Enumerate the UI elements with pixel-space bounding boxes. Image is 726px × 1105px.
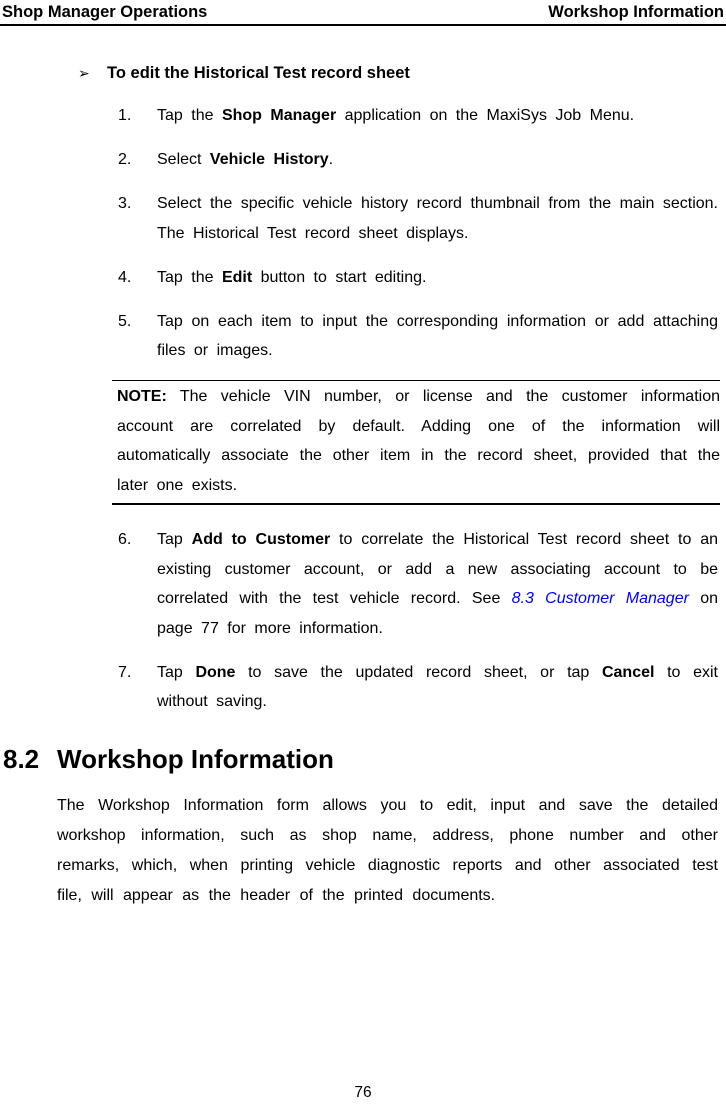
step-number: 1. [118,107,132,124]
step-number: 5. [118,312,132,330]
section-title: Workshop Information [57,743,334,774]
step-text [157,101,718,131]
text-run: button to start editing. [252,268,427,286]
text-run: Vehicle History [209,151,329,168]
procedure-title [0,63,726,84]
text-run: Done [195,663,236,681]
procedure-step [0,263,726,293]
section-paragraph: The Workshop Information form allows you to edit, input and save the detailed workshop information, such as shop name, address, phone number and other remarks, which, when printing vehicle diagnostic reports and other associated test file, will appear as the header of the printed documents. [57,796,718,904]
section-heading [0,741,726,777]
procedure-step [0,525,726,643]
procedure-steps-1-5 [0,101,726,366]
text-run: . [328,151,334,168]
cross-reference-link[interactable]: 8.3 Customer Manager [511,590,689,607]
procedure-step [0,145,726,175]
note-block [112,380,720,505]
text-run: Add to Customer [191,531,331,548]
step-number: 3. [118,195,132,212]
step-text [157,263,718,293]
text-run: Select [157,151,210,168]
text-run: Tap on each item to input the corresponding information or add attaching files or images. [157,312,718,359]
step-number: 2. [118,151,132,168]
text-run: Edit [221,268,253,286]
procedure-step [0,101,726,131]
step-text [157,525,718,643]
step-number: 6. [118,531,132,548]
procedure-step [0,307,726,366]
section-number: 8.2 [3,743,40,774]
page-number: 76 [354,1084,372,1101]
step-number: 7. [118,663,132,681]
header-left-title: Shop Manager Operations [2,3,208,21]
page-header [0,0,726,26]
text-run: Tap the [157,107,222,124]
text-run: to save the updated record sheet, or tap [235,663,602,681]
text-run: application on the MaxiSys Job Menu. [336,107,635,124]
step-text [157,658,718,717]
text-run: Select the specific vehicle history record thumbnail from the main section. The Historical Test record sheet displays. [157,195,718,242]
procedure-steps-6-7 [0,525,726,717]
text-run: Shop Manager [221,107,337,124]
text-run: to exit without saving. [157,663,718,710]
text-run: Tap [157,531,192,548]
step-text [157,189,718,248]
text-run: Tap the [157,268,222,286]
note-text [117,388,720,494]
procedure-step [0,189,726,248]
header-right-title: Workshop Information [548,3,724,21]
step-text [157,307,718,366]
text-run: on page 77 for more information. [157,590,718,637]
procedure-step [0,658,726,717]
text-run: to correlate the Historical Test record sheet to an existing customer account, or add a new associating account to be correlated with the test vehicle record. See [157,531,718,607]
text-run: Cancel [601,663,655,681]
text-run: Tap [157,663,196,681]
step-number: 4. [118,268,132,286]
step-text [157,145,718,175]
text-run: NOTE: [117,388,167,405]
arrow-bullet-icon: ➢ [78,65,90,81]
procedure-title-text: To edit the Historical Test record sheet [107,64,410,82]
text-run: The vehicle VIN number, or license and the customer information account are correlated by default. Adding one of the information will automatically associate the other item in the record sheet, provided that the later one exists. [117,388,720,494]
